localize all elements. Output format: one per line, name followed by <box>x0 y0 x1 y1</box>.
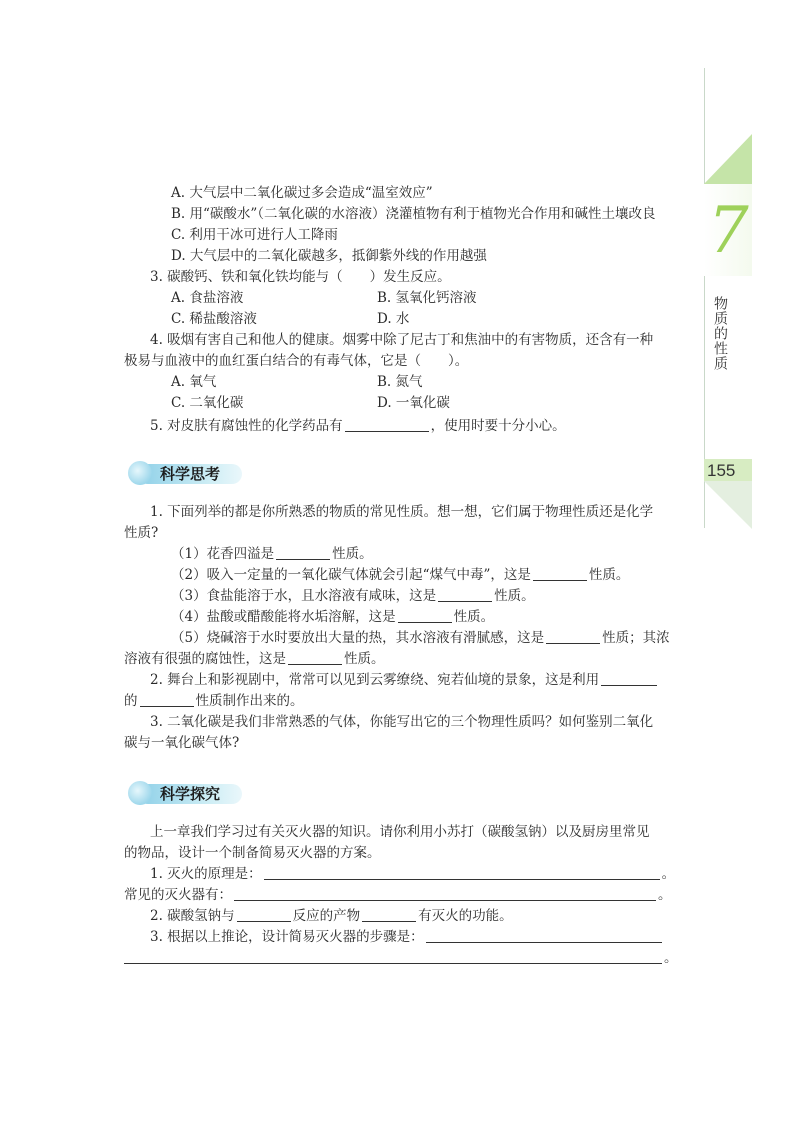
explore-line-5 <box>124 948 678 968</box>
think-item-4 <box>171 607 494 627</box>
section-bubble-icon <box>128 781 152 805</box>
think-item-5 <box>171 628 670 648</box>
q4-option-c: C. 二氧化碳 <box>171 395 244 411</box>
think-item-4-before: （4）盐酸或醋酸能将水垢溶解，这是 <box>171 609 396 625</box>
think-item-1-blank[interactable] <box>276 545 330 560</box>
explore-l3-before: 2. 碳酸氢钠与 <box>150 908 235 924</box>
explore-extinguishers-blank[interactable] <box>234 886 656 901</box>
q2-option-b: B. 用“碳酸水”（二氧化碳的水溶液）浇灌植物有利于植物光合作用和碱性土壤改良 <box>171 206 656 222</box>
explore-line-1 <box>150 864 675 884</box>
think-item-1-before: （1）花香四溢是 <box>171 546 275 562</box>
q4-line1: 4. 吸烟有害自己和他人的健康。烟雾中除了尼古丁和焦油中的有害物质，还含有一种 <box>150 332 654 348</box>
think-item-1-after: 性质。 <box>332 546 373 562</box>
q3-text: 3. 碳酸钙、铁和氧化铁均能与（ ）发生反应。 <box>150 269 451 285</box>
explore-principle-label: 1. 灭火的原理是： <box>150 866 262 882</box>
explore-intro-line2: 的物品，设计一个制备简易灭火器的方案。 <box>124 845 381 861</box>
think-q2-line1 <box>150 670 659 690</box>
think-item-4-after: 性质。 <box>453 609 495 625</box>
think-q2-text: 2. 舞台上和影视剧中，常常可以见到云雾缭绕、宛若仙境的景象，这是利用 <box>150 672 600 688</box>
think-item-5-after: 性质；其浓 <box>602 630 670 646</box>
explore-end-mark-1: 。 <box>661 866 676 882</box>
think-item-2-before: （2）吸入一定量的一氧化碳气体就会引起“煤气中毒”，这是 <box>171 567 531 583</box>
explore-end-mark-2: 。 <box>658 887 672 903</box>
q2-option-d: D. 大气层中的二氧化碳越多，抵御紫外线的作用越强 <box>171 248 487 264</box>
think-item-5-before: （5）烧碱溶于水时要放出大量的热，其水溶液有滑腻感，这是 <box>171 630 545 646</box>
think-item-2-blank[interactable] <box>533 566 587 581</box>
explore-line-4 <box>150 927 664 947</box>
explore-line-2 <box>124 885 672 905</box>
q3-option-d: D. 水 <box>377 311 410 327</box>
page-number: 155 <box>707 461 736 480</box>
explore-steps-label: 3. 根据以上推论，设计简易灭火器的步骤是： <box>150 929 424 945</box>
explore-l3-blank-2[interactable] <box>362 907 416 922</box>
q2-option-a: A. 大气层中二氧化碳过多会造成“温室效应” <box>171 185 433 201</box>
q4-option-a: A. 氧气 <box>171 374 217 390</box>
think-item-3-after: 性质。 <box>494 588 535 604</box>
q4-line2: 极易与血液中的血红蛋白结合的有毒气体，它是（ ）。 <box>124 353 469 369</box>
think-item-2-after: 性质。 <box>588 567 630 583</box>
explore-steps-blank-1[interactable] <box>426 928 662 943</box>
explore-line-3 <box>150 906 513 926</box>
think-q2-line2-after: 性质制作出来的。 <box>195 693 304 709</box>
explore-extinguishers-label: 常见的灭火器有： <box>124 887 232 903</box>
explore-intro-line1: 上一章我们学习过有关灭火器的知识。请你利用小苏打（碳酸氢钠）以及厨房里常见 <box>150 824 650 840</box>
think-item-4-blank[interactable] <box>398 608 452 623</box>
q4-option-d: D. 一氧化碳 <box>377 395 450 411</box>
think-q1-line1: 1. 下面列举的都是你所熟悉的物质的常见性质。想一想，它们属于物理性质还是化学 <box>150 504 654 520</box>
chapter-number: 7 <box>708 194 749 268</box>
q3-option-a: A. 食盐溶液 <box>171 290 244 306</box>
section-title-think: 科学思考 <box>160 465 221 483</box>
think-item-1 <box>171 544 373 564</box>
q3-option-b: B. 氢氧化钙溶液 <box>377 290 477 306</box>
think-q3-line2: 碳与一氧化碳气体? <box>124 735 240 751</box>
think-q2-blank-2[interactable] <box>140 692 194 707</box>
think-item-2 <box>171 565 629 585</box>
explore-steps-blank-2[interactable] <box>124 949 662 964</box>
chapter-title: 物质的性质 <box>712 296 728 371</box>
think-item-5b-blank[interactable] <box>288 650 342 665</box>
explore-l3-blank-1[interactable] <box>237 907 291 922</box>
think-item-3-blank[interactable] <box>438 587 492 602</box>
chapter-corner-triangle <box>704 134 752 184</box>
q5-text <box>150 416 566 436</box>
think-item-3-before: （3）食盐能溶于水，且水溶液有咸味，这是 <box>171 588 437 604</box>
q2-option-c: C. 利用干冰可进行人工降雨 <box>171 227 338 243</box>
q5-blank[interactable] <box>345 417 429 432</box>
think-item-3 <box>171 586 535 606</box>
think-item-5b-before: 溶液有很强的腐蚀性，这是 <box>124 651 286 667</box>
explore-principle-blank[interactable] <box>264 865 660 880</box>
think-q2-line2 <box>124 691 304 711</box>
explore-end-mark-3: 。 <box>664 950 678 966</box>
section-title-explore: 科学探究 <box>160 785 221 803</box>
think-item-5-line2 <box>124 649 385 669</box>
section-bubble-icon <box>128 461 152 485</box>
think-q2-line2-before: 的 <box>124 693 138 709</box>
think-q2-blank-1[interactable] <box>601 671 657 686</box>
q5-before: 5. 对皮肤有腐蚀性的化学药品有 <box>150 418 343 434</box>
explore-l3-middle: 反应的产物 <box>292 908 361 924</box>
q5-after: ，使用时要十分小心。 <box>430 418 566 434</box>
page-tab-fold <box>704 481 752 529</box>
think-item-5b-after: 性质。 <box>344 651 385 667</box>
think-item-5-blank[interactable] <box>546 629 600 644</box>
think-q1-line2: 性质? <box>124 525 159 541</box>
q4-option-b: B. 氮气 <box>377 374 423 390</box>
explore-l3-after: 有灭火的功能。 <box>418 908 513 924</box>
q3-option-c: C. 稀盐酸溶液 <box>171 311 257 327</box>
think-q3-line1: 3. 二氧化碳是我们非常熟悉的气体，你能写出它的三个物理性质吗？如何鉴别二氧化 <box>150 714 654 730</box>
